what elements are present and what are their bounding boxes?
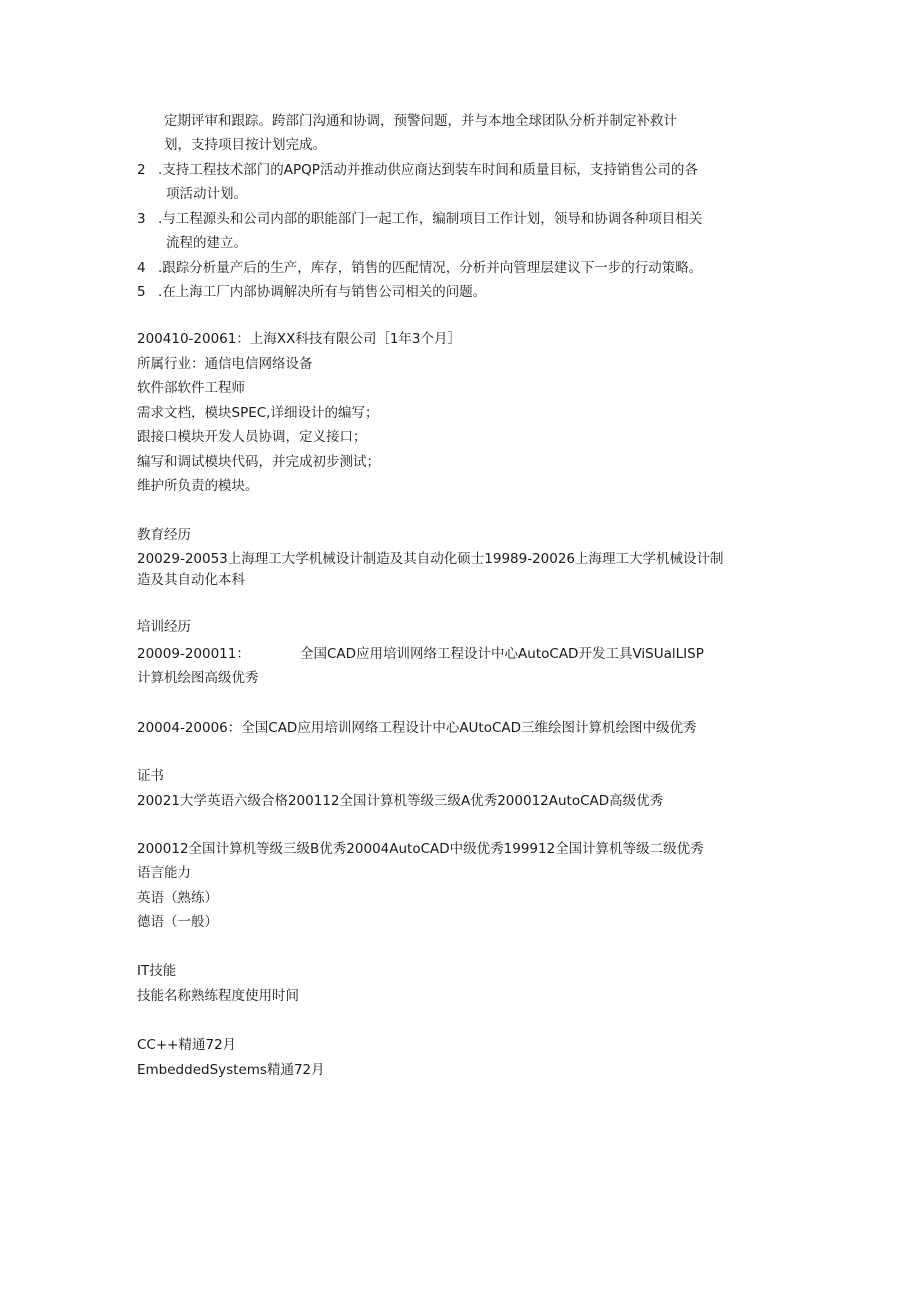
training-text-cont: 计算机绘图高级优秀 bbox=[137, 670, 259, 686]
list-item-text: .与工程源头和公司内部的职能部门一起工作，编制项目工作计划，领导和协调各种项目相关 bbox=[158, 211, 703, 227]
section-heading: 教育经历 bbox=[137, 527, 191, 543]
list-item-text: .跟踪分析量产后的生产，库存，销售的匹配情况，分析并向管理层建议下一步的行动策略。 bbox=[158, 260, 703, 276]
list-item-text-cont: 项活动计划。 bbox=[166, 186, 247, 202]
list-item-number: 3 bbox=[137, 211, 146, 227]
certificate-line: 20021大学英语六级合格200112全国计算机等级三级A优秀200012AutoCAD高级优秀 bbox=[137, 793, 664, 809]
job-duty: 维护所负责的模块。 bbox=[137, 478, 259, 494]
language-item: 德语（一般） bbox=[137, 914, 218, 930]
education-line: 20029-20053上海理工大学机械设计制造及其自动化硕士19989-20026上海理工大学机械设计制 bbox=[137, 551, 724, 567]
list-item-number: 5 bbox=[137, 284, 146, 300]
job-duty: 编写和调试模块代码，并完成初步测试； bbox=[137, 454, 380, 470]
job-industry: 所属行业：通信电信网络设备 bbox=[137, 356, 313, 372]
section-heading: 培训经历 bbox=[137, 619, 191, 635]
list-item-number: 4 bbox=[137, 260, 146, 276]
language-item: 英语（熟练） bbox=[137, 890, 218, 906]
certificate-line: 200012全国计算机等级三级B优秀20004AutoCAD中级优秀199912全国计算机等级二级优秀 bbox=[137, 841, 704, 857]
training-item: 20004-20006：全国CAD应用培训网络工程设计中心AUtoCAD三维绘图计算机绘图中级优秀 bbox=[137, 720, 697, 736]
job-position: 软件部软件工程师 bbox=[137, 380, 245, 396]
list-item-number: 2 bbox=[137, 162, 146, 178]
section-heading: 证书 bbox=[137, 768, 164, 784]
duty-cont-line-1: 定期评审和跟踪。跨部门沟通和协调，预警问题，并与本地全球团队分析并制定补救计 bbox=[164, 113, 677, 129]
job-header: 200410-20061：上海XX科技有限公司［1年3个月］ bbox=[137, 331, 462, 347]
section-heading: 语言能力 bbox=[137, 865, 191, 881]
training-text: 全国CAD应用培训网络工程设计中心AutoCAD开发工具ViSUalLISP bbox=[300, 646, 704, 662]
skill-item: EmbeddedSystems精通72月 bbox=[137, 1062, 325, 1078]
job-duty: 跟接口模块开发人员协调，定义接口； bbox=[137, 429, 367, 445]
education-line: 造及其自动化本科 bbox=[137, 572, 245, 588]
training-date: 20009-200011： bbox=[137, 646, 250, 662]
job-duty: 需求文档，模块SPEC,详细设计的编写； bbox=[137, 405, 379, 421]
section-heading: IT技能 bbox=[137, 963, 177, 979]
list-item-text: .在上海工厂内部协调解决所有与销售公司相关的问题。 bbox=[158, 284, 487, 300]
list-item-text-cont: 流程的建立。 bbox=[166, 235, 247, 251]
list-item-text: .支持工程技术部门的APQP活动并推动供应商达到装车时间和质量目标，支持销售公司的各 bbox=[158, 162, 698, 178]
duty-cont-line-2: 划，支持项目按计划完成。 bbox=[164, 137, 326, 153]
skills-columns: 技能名称熟练程度使用时间 bbox=[137, 988, 299, 1004]
skill-item: CC++精通72月 bbox=[137, 1037, 237, 1053]
